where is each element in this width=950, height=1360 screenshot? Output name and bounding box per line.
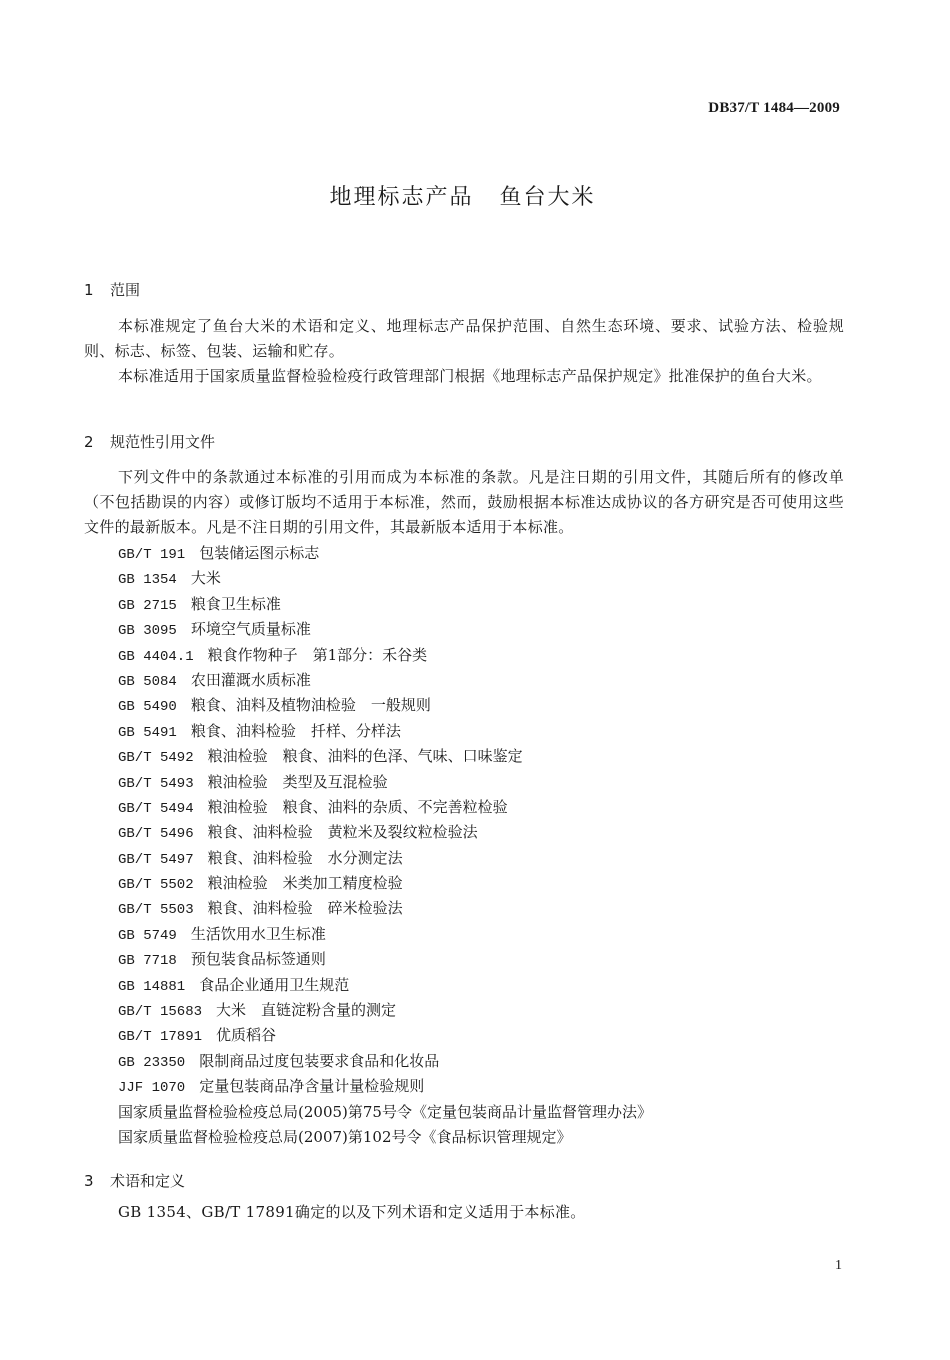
reference-code: GB 7718	[118, 953, 177, 970]
reference-item	[118, 668, 652, 693]
reference-list	[118, 541, 652, 1150]
reference-code: GB/T 5503	[118, 902, 194, 919]
scope-paragraph-2: 本标准适用于国家质量监督检验检疫行政管理部门根据《地理标志产品保护规定》批准保护的鱼台大米。	[118, 367, 822, 385]
reference-code: GB 3095	[118, 623, 177, 640]
reference-item	[118, 566, 652, 591]
reference-code: GB 5490	[118, 699, 177, 716]
reference-title: 环境空气质量标准	[190, 620, 311, 639]
section-number: 3	[84, 1172, 94, 1190]
section-heading-terms	[84, 1170, 185, 1191]
section-title: 术语和定义	[110, 1172, 186, 1190]
reference-title: 粮食、油料检验 碎米检验法	[207, 899, 403, 918]
reference-title: 预包装食品标签通则	[190, 950, 326, 969]
reference-title: 粮油检验 粮食、油料的杂质、不完善粒检验	[207, 797, 508, 816]
standard-code: DB37/T 1484—2009	[708, 100, 840, 116]
reference-item	[118, 719, 652, 744]
reference-title: 粮油检验 粮食、油料的色泽、气味、口味鉴定	[207, 747, 523, 766]
reference-item	[118, 871, 652, 896]
reference-code: GB 4404.1	[118, 648, 194, 665]
reference-code: GB 5084	[118, 673, 177, 690]
scope-paragraph-1: 本标准规定了鱼台大米的术语和定义、地理标志产品保护范围、自然生态环境、要求、试验方法、检验规则、标志、标签、包装、运输和贮存。	[84, 317, 844, 360]
section-title: 规范性引用文件	[110, 433, 216, 451]
reference-item	[118, 795, 652, 820]
section-number: 2	[84, 433, 94, 451]
reference-item	[118, 998, 652, 1023]
reference-code: GB 5749	[118, 927, 177, 944]
reference-title: 定量包装商品净含量计量检验规则	[199, 1077, 425, 1096]
reference-item	[118, 922, 652, 947]
reference-code: GB 1354	[118, 572, 177, 589]
section-title: 范围	[110, 281, 141, 299]
reference-item	[118, 744, 652, 769]
reference-code: GB/T 5497	[118, 851, 194, 868]
reference-title: 生活饮用水卫生标准	[190, 924, 326, 943]
reference-title: 粮食、油料检验 扦样、分样法	[190, 721, 401, 740]
reference-code: JJF 1070	[118, 1080, 186, 1097]
reference-item	[118, 846, 652, 871]
reference-title: 粮食作物种子 第1部分：禾谷类	[207, 645, 428, 664]
reference-title: 大米 直链淀粉含量的测定	[216, 1001, 397, 1020]
reference-item	[118, 1074, 652, 1099]
reference-title: 粮食、油料检验 黄粒米及裂纹粒检验法	[207, 823, 478, 842]
reference-item	[118, 1023, 652, 1048]
reference-item	[118, 1049, 652, 1074]
title-part-1: 地理标志产品	[329, 185, 474, 210]
reference-title: 粮食、油料及植物油检验 一般规则	[190, 696, 431, 715]
reference-code: GB/T 5502	[118, 877, 194, 894]
title-part-2: 鱼台大米	[499, 185, 596, 210]
reference-item	[118, 1125, 652, 1150]
references-intro: 下列文件中的条款通过本标准的引用而成为本标准的条款。凡是注日期的引用文件，其随后所有的修改单（不包括勘误的内容）或修订版均不适用于本标准，然而，鼓励根据本标准达成协议的各方研究是否可使用这些文件的最新版本。凡是不注日期的引用文件，其最新版本适用于本标准。	[84, 468, 844, 536]
reference-code: GB 14881	[118, 978, 186, 995]
reference-title: 粮油检验 米类加工精度检验	[207, 874, 403, 893]
reference-code: GB/T 5493	[118, 775, 194, 792]
reference-item	[118, 896, 652, 921]
document-title	[0, 180, 925, 211]
reference-title: 粮食、油料检验 水分测定法	[207, 848, 403, 867]
reference-code: GB 23350	[118, 1054, 186, 1071]
section-number: 1	[84, 281, 94, 299]
reference-item	[118, 1100, 652, 1125]
reference-item	[118, 973, 652, 998]
reference-item	[118, 693, 652, 718]
reference-title: 粮食卫生标准	[190, 594, 281, 613]
reference-code: GB 5491	[118, 724, 177, 741]
reference-item	[118, 541, 652, 566]
reference-item	[118, 820, 652, 845]
reference-code: GB 2715	[118, 597, 177, 614]
reference-title: 农田灌溉水质标准	[190, 670, 311, 689]
reference-item	[118, 770, 652, 795]
reference-title: 食品企业通用卫生规范	[199, 975, 350, 994]
reference-title: 优质稻谷	[216, 1026, 277, 1045]
reference-code: GB/T 5492	[118, 750, 194, 767]
section-heading-references	[84, 431, 215, 452]
reference-title: 限制商品过度包装要求食品和化妆品	[199, 1051, 440, 1070]
reference-title: 包装储运图示标志	[199, 544, 320, 562]
reference-title: 国家质量监督检验检疫总局(2007)第102号令《食品标识管理规定》	[118, 1127, 572, 1146]
section-heading-scope	[84, 279, 140, 300]
reference-title: 大米	[190, 569, 221, 588]
reference-item	[118, 617, 652, 642]
reference-item	[118, 592, 652, 617]
reference-code: GB/T 5496	[118, 826, 194, 843]
reference-item	[118, 947, 652, 972]
reference-code: GB/T 17891	[118, 1029, 203, 1046]
reference-title: 国家质量监督检验检疫总局(2005)第75号令《定量包装商品计量监督管理办法》	[118, 1102, 652, 1121]
reference-code: GB/T 15683	[118, 1004, 203, 1021]
reference-code: GB/T 5494	[118, 800, 194, 817]
terms-paragraph: GB 1354、GB/T 17891确定的以及下列术语和定义适用于本标准。	[118, 1203, 586, 1221]
reference-title: 粮油检验 类型及互混检验	[207, 772, 388, 791]
page-number: 1	[835, 1258, 842, 1273]
reference-item	[118, 643, 652, 668]
reference-code: GB/T 191	[118, 547, 186, 563]
